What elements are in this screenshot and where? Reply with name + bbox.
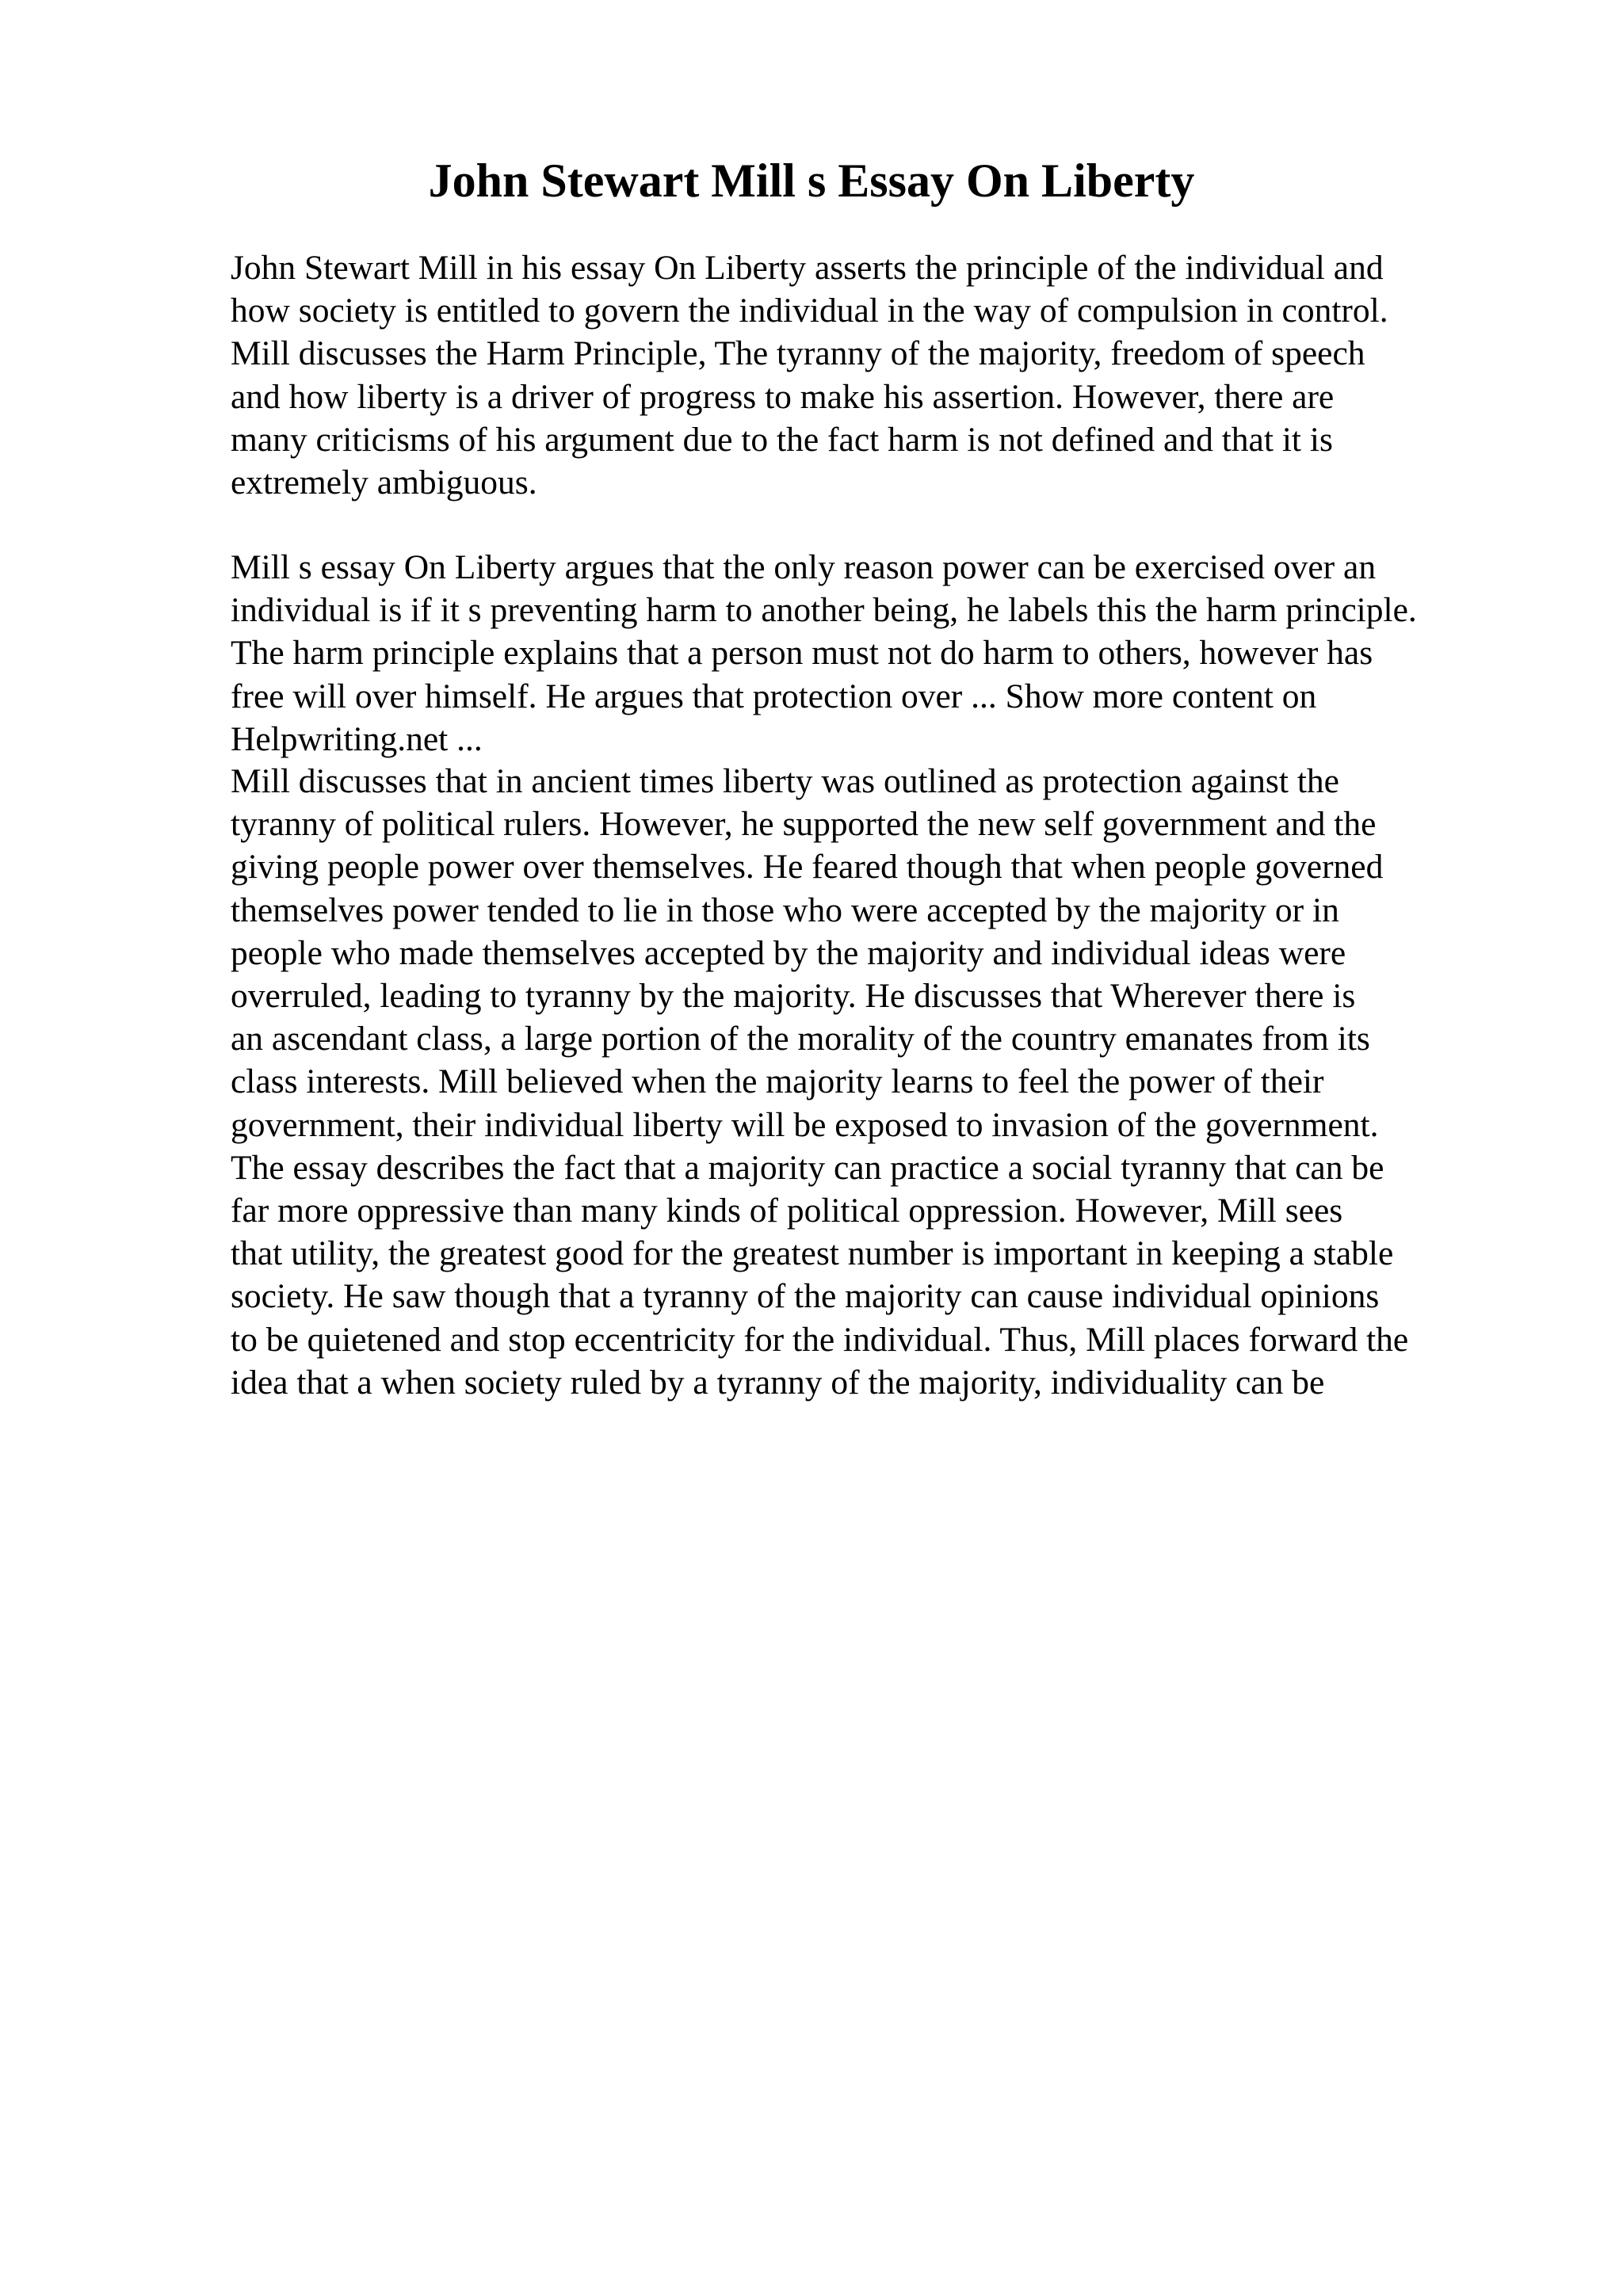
text-line: Helpwriting.net ...	[231, 719, 483, 758]
text-line: to be quietened and stop eccentricity for the individual. Thus, Mill places forward the	[231, 1320, 1409, 1359]
text-line: overruled, leading to tyranny by the majority. He discusses that Wherever there is	[231, 977, 1356, 1016]
text-line: themselves power tended to lie in those who were accepted by the majority or in	[231, 891, 1339, 929]
text-line: The harm principle explains that a person must not do harm to others, however has	[231, 634, 1373, 673]
text-line: and how liberty is a driver of progress to make his assertion. However, there are	[231, 377, 1335, 416]
text-line: idea that a when society ruled by a tyranny of the majority, individuality can be	[231, 1363, 1325, 1402]
text-line: people who made themselves accepted by the majority and individual ideas were	[231, 933, 1346, 972]
text-line: The essay describes the fact that a majority can practice a social tyranny that can be	[231, 1148, 1384, 1187]
text-line: free will over himself. He argues that protection over ... Show more content on	[231, 677, 1317, 715]
text-line: individual is if it s preventing harm to another being, he labels this the harm principle.	[231, 591, 1417, 630]
text-line: many criticisms of his argument due to the fact harm is not defined and that it is	[231, 420, 1333, 459]
text-line: class interests. Mill believed when the majority learns to feel the power of their	[231, 1062, 1324, 1101]
text-line: government, their individual liberty will be exposed to invasion of the government.	[231, 1105, 1379, 1144]
text-line: how society is entitled to govern the individual in the way of compulsion in control.	[231, 292, 1388, 330]
paragraph-harm-principle	[231, 546, 1417, 761]
text-line: that utility, the greatest good for the greatest number is important in keeping a stable	[231, 1234, 1394, 1273]
text-line: Mill s essay On Liberty argues that the only reason power can be exercised over an	[231, 548, 1377, 586]
paragraph-introduction	[231, 246, 1388, 504]
text-line: tyranny of political rulers. However, he supported the new self government and the	[231, 805, 1377, 844]
text-line: giving people power over themselves. He feared though that when people governed	[231, 848, 1384, 887]
text-line: John Stewart Mill in his essay On Liberty asserts the principle of the individual and	[231, 249, 1384, 287]
document-title: John Stewart Mill s Essay On Liberty	[428, 154, 1195, 207]
text-line: extremely ambiguous.	[231, 463, 537, 502]
text-line: society. He saw though that a tyranny of the majority can cause individual opinions	[231, 1277, 1380, 1316]
text-line: an ascendant class, a large portion of the morality of the country emanates from its	[231, 1020, 1370, 1058]
text-line: Mill discusses that in ancient times liberty was outlined as protection against the	[231, 762, 1339, 800]
text-line: Mill discusses the Harm Principle, The tyranny of the majority, freedom of speech	[231, 334, 1365, 373]
text-line: far more oppressive than many kinds of political oppression. However, Mill sees	[231, 1192, 1343, 1230]
paragraph-tyranny-of-majority	[231, 760, 1408, 1404]
